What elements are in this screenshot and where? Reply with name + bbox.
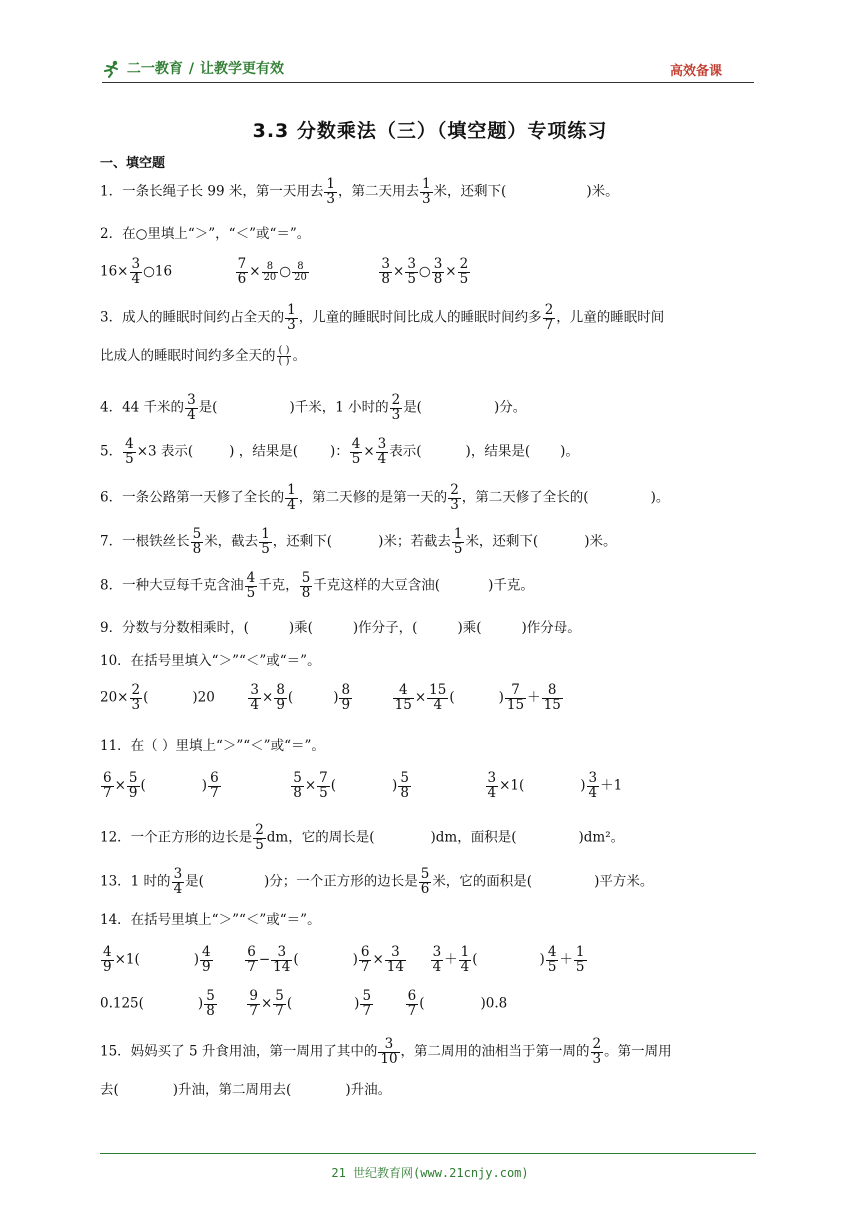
question-14-items: $\frac{4}{9}$ ×1( ) $\frac{4}{9}$ $\frac{6}{7}$ − $\frac{3}{14}$ ( ) $\frac{6}{7}$ × $\frac{3}{14}$ $\frac{3}{4}$ ＋ $\frac{1}{4}$ ( ) $\frac{4}{5}$ ＋ $\frac{1}{5}$ <box>103 944 585 975</box>
fraction: $\frac{5}{8}$ <box>400 770 409 801</box>
fraction: $\frac{4}{5}$ <box>125 436 134 467</box>
question-12: 12．一个正方形的边长是 $\frac{2}{5}$ dm，它的周长是( )dm，面积是( )dm²。 <box>100 822 625 853</box>
fraction: $\frac{3}{4}$ <box>187 392 196 423</box>
header-separator: / <box>188 61 194 77</box>
fraction: $\frac{1}{3}$ <box>421 176 431 207</box>
fraction: $\frac{2}{3}$ <box>592 1036 602 1067</box>
fraction: $\frac{2}{3}$ <box>391 392 401 423</box>
fraction: $\frac{3}{4}$ <box>173 866 183 897</box>
fraction: $\frac{1}{3}$ <box>287 302 296 333</box>
fraction: $\frac{3}{8}$ <box>433 256 443 287</box>
fraction: $\frac{5}{8}$ <box>301 570 311 601</box>
fraction: $\frac{4}{15}$ <box>394 682 412 713</box>
fraction: $\frac{6}{7}$ <box>360 944 370 975</box>
brand-slogan: 让教学更有效 <box>200 61 284 77</box>
fraction: $\frac{4}{9}$ <box>103 944 112 975</box>
fraction: $\frac{2}{5}$ <box>255 822 264 853</box>
question-7: 7．一根铁丝长 $\frac{5}{8}$ 米，截去 $\frac{1}{5}$ ，还剩下( )米；若截去 $\frac{1}{5}$ 米，还剩下( )米。 <box>100 526 617 557</box>
header-tag: 高效备课 <box>669 64 722 79</box>
fraction: $\frac{1}{5}$ <box>261 526 270 557</box>
fraction: $\frac{5}{7}$ <box>275 988 284 1019</box>
section-heading: 一、填空题 <box>100 156 166 171</box>
fraction: $\frac{3}{4}$ <box>131 256 141 287</box>
fraction: $\frac{7}{15}$ <box>506 682 525 713</box>
fraction: $\frac{4}{5}$ <box>351 436 361 467</box>
fraction: $\frac{3}{8}$ <box>381 256 390 287</box>
fraction: $\frac{1}{5}$ <box>575 944 585 975</box>
footer-rule <box>100 1153 756 1154</box>
question-13: 13．1 时的 $\frac{3}{4}$ 是( )分；一个正方形的边长是 $\frac{5}{6}$ 米，它的面积是( )平方米。 <box>100 866 654 897</box>
question-8: 8．一种大豆每千克含油 $\frac{4}{5}$ 千克， $\frac{5}{8}$ 千克这样的大豆含油( )千克。 <box>100 570 534 601</box>
fraction: $\frac{15}{4}$ <box>429 682 447 713</box>
fraction: $\frac{6}{7}$ <box>247 944 256 975</box>
fraction: $\frac{3}{14}$ <box>273 944 291 975</box>
question-2: 2．在○里填上“＞”，“＜”或“＝”。 <box>100 226 311 242</box>
fraction: $\frac{3}{4}$ <box>250 682 260 713</box>
fraction: $\frac{5}{9}$ <box>128 770 138 801</box>
fraction: $\frac{5}{8}$ <box>192 526 202 557</box>
fraction: $\frac{1}{4}$ <box>287 482 296 513</box>
fraction: $\frac{8}{20}$ <box>263 260 277 283</box>
fraction: $\frac{3}{4}$ <box>432 944 442 975</box>
fraction: $\frac{1}{5}$ <box>453 526 463 557</box>
page-title: 3.3 分数乘法（三）（填空题）专项练习 <box>252 120 608 142</box>
fraction: $\frac{5}{8}$ <box>206 988 215 1019</box>
brand-logo <box>102 58 284 78</box>
fraction: $\frac{4}{9}$ <box>202 944 211 975</box>
fraction: $\frac{7}{5}$ <box>319 770 328 801</box>
question-10: 10．在括号里填入“＞”“＜”或“＝”。 <box>100 653 321 669</box>
fraction: $\frac{6}{7}$ <box>210 770 219 801</box>
fraction: $\frac{2}{5}$ <box>459 256 469 287</box>
fraction: $\frac{7}{6}$ <box>237 256 247 287</box>
question-14: 14．在括号里填上“＞”“＜”或“＝”。 <box>100 912 321 928</box>
fraction: $\frac{9}{7}$ <box>249 988 258 1019</box>
fraction: $\frac{3}{14}$ <box>386 944 404 975</box>
fraction: $\frac{5}{6}$ <box>420 866 430 897</box>
fraction: $\frac{8}{15}$ <box>543 682 561 713</box>
fraction: $\frac{1}{3}$ <box>326 176 335 207</box>
question-6: 6．一条公路第一天修了全长的 $\frac{1}{4}$ ，第二天修的是第一天的 $\frac{2}{3}$ ，第二天修了全长的( )。 <box>100 482 670 513</box>
fraction-blank: $\frac{( )}{( )}$ <box>278 345 290 367</box>
fraction: $\frac{2}{3}$ <box>131 682 141 713</box>
fraction: $\frac{2}{7}$ <box>544 302 554 333</box>
question-15: 15．妈妈买了 5 升食用油，第一周用了其中的 $\frac{3}{10}$ ，第二周用的油相当于第一周的 $\frac{2}{3}$ 。第一周用 <box>100 1036 672 1067</box>
fraction: $\frac{5}{7}$ <box>362 988 372 1019</box>
question-11-items: $\frac{6}{7}$ × $\frac{5}{9}$ ( ) $\frac{6}{7}$ $\frac{5}{8}$ × $\frac{7}{5}$ ( ) $\frac{5}{8}$ $\frac{3}{4}$ ×1( ) $\frac{3}{4}$ ＋1 <box>103 770 623 801</box>
question-11: 11．在（ ）里填上“＞”“＜”或“＝”。 <box>100 738 325 754</box>
fraction: $\frac{3}{4}$ <box>487 770 497 801</box>
question-14-items-2: 0.125( ) $\frac{5}{8}$ $\frac{9}{7}$ × $\frac{5}{7}$ ( ) $\frac{5}{7}$ $\frac{6}{7}$ ( )0.8 <box>100 988 508 1019</box>
fraction: $\frac{3}{4}$ <box>377 436 387 467</box>
question-3: 3．成人的睡眠时间约占全天的 $\frac{1}{3}$ ，儿童的睡眠时间比成人的睡眠时间约多 $\frac{2}{7}$ ，儿童的睡眠时间 <box>100 302 665 333</box>
fraction: $\frac{6}{7}$ <box>103 770 112 801</box>
header-rule <box>102 82 754 83</box>
question-9: 9．分数与分数相乘时，( )乘( )作分子，( )乘( )作分母。 <box>100 620 581 636</box>
page-footer: 21 世纪教育网(www.21cnjy.com) <box>331 1166 529 1180</box>
question-3-cont: 比成人的睡眠时间约多全天的 $\frac{( )}{( )}$ 。 <box>100 345 306 367</box>
question-15-cont: 去( )升油，第二周用去( )升油。 <box>100 1082 392 1098</box>
fraction: $\frac{8}{20}$ <box>294 260 307 283</box>
fraction: $\frac{8}{9}$ <box>276 682 285 713</box>
brand-name: 二一教育 <box>126 61 183 77</box>
question-10-items: 20× $\frac{2}{3}$ ( )20 $\frac{3}{4}$ × $\frac{8}{9}$ ( ) $\frac{8}{9}$ $\frac{4}{15}$ × $\frac{15}{4}$ ( ) $\frac{7}{15}$ ＋ $\frac{8}{15}$ <box>100 682 561 713</box>
fraction: $\frac{8}{9}$ <box>341 682 351 713</box>
question-5: 5． $\frac{4}{5}$ ×3 表示( ) ，结果是( )： $\frac{4}{5}$ × $\frac{3}{4}$ 表示( )，结果是( )。 <box>100 436 579 467</box>
page-header <box>102 56 752 82</box>
fraction: $\frac{3}{4}$ <box>588 770 598 801</box>
fraction: $\frac{5}{8}$ <box>293 770 302 801</box>
fraction: $\frac{3}{10}$ <box>380 1036 398 1067</box>
question-2-items: 16× $\frac{3}{4}$ ○16 $\frac{7}{6}$ × $\frac{8}{20}$ ○ $\frac{8}{20}$ $\frac{3}{8}$ × $\frac{3}{5}$ ○ $\frac{3}{8}$ × $\frac{2}{5}$ <box>100 256 469 287</box>
fraction: $\frac{3}{5}$ <box>407 256 416 287</box>
fraction: $\frac{1}{4}$ <box>460 944 470 975</box>
fraction: $\frac{4}{5}$ <box>246 570 256 601</box>
question-4: 4．44 千米的 $\frac{3}{4}$ 是( )千米，1 小时的 $\frac{2}{3}$ 是( )分。 <box>100 392 527 423</box>
question-1: 1．一条长绳子长 99 米，第一天用去 $\frac{1}{3}$ ，第二天用去 $\frac{1}{3}$ 米，还剩下( )米。 <box>100 176 619 207</box>
fraction: $\frac{6}{7}$ <box>407 988 417 1019</box>
fraction: $\frac{4}{5}$ <box>547 944 557 975</box>
runner-icon <box>102 60 122 78</box>
fraction: $\frac{2}{3}$ <box>450 482 459 513</box>
